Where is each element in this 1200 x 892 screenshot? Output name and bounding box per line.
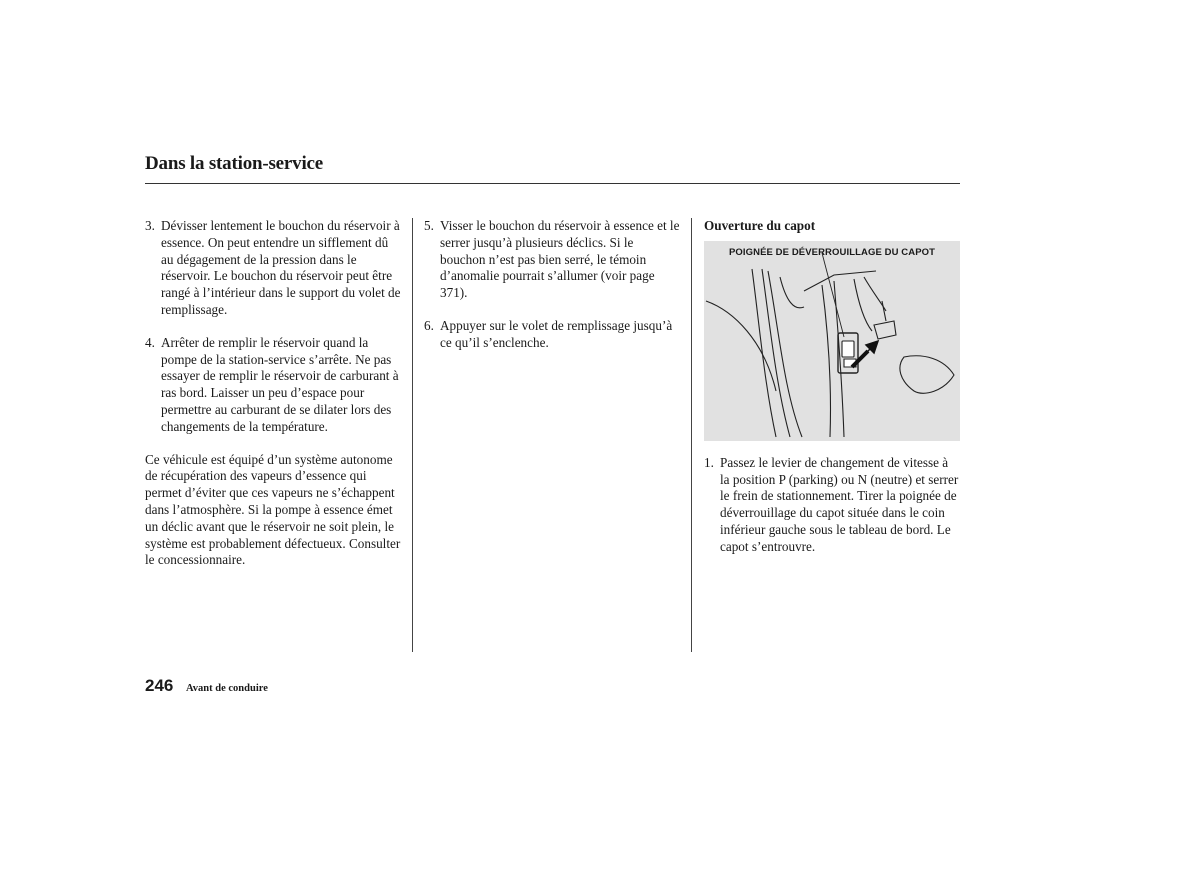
evap-system-note: Ce véhicule est équipé d’un système autonome de récupération des vapeurs d’essence qui permet d’éviter que ces vapeurs ne s’échappent dans l’atmosphère. Si la pompe à essence émet un déclic avant que le réservoir ne soit plein, le système est probablement défectueux. Consulter le concessionnaire. [145,451,401,568]
step-5 [424,218,682,302]
column-divider [412,218,413,652]
step-text: Appuyer sur le volet de remplissage jusqu’à ce qu’il s’enclenche. [440,317,673,350]
title-rule [145,183,960,184]
step-text: Dévisser lentement le bouchon du réservoir à essence. On peut entendre un sifflement dû au dégagement de la pression dans le réservoir. Le bouchon du réservoir peut être rangé à l’intérieur dans le support du volet de remplissage. [161,218,401,317]
step-3 [145,218,403,319]
step-text: Arrêter de remplir le réservoir quand la pompe de la station-service s’arrête. Ne pas essayer de remplir le réservoir de carburant à ras bord. Laisser un peu d’espace pour permettre au carburant de se dilater lors des changements de la température. [161,334,399,434]
hood-step-1 [704,455,960,556]
column-divider [691,218,692,652]
step-number: 3. [145,218,155,233]
hood-release-figure [704,241,960,441]
section-name: Avant de conduire [186,683,268,694]
step-6 [424,318,682,352]
page-number: 246 [145,676,174,695]
column-2 [424,218,682,368]
step-text: Passez le levier de changement de vitesse à la position P (parking) ou N (neutre) et serrer le frein de stationnement. Tirer la poignée de déverrouillage du capot située dans le coin inférieur gauche sous le tableau de bord. Le capot s’entrouvre. [720,454,959,554]
page-title: Dans la station-service [145,153,323,174]
column-3 [704,218,960,572]
step-number: 4. [145,334,155,350]
hood-release-illustration [704,241,960,441]
step-number: 6. [424,317,434,333]
step-number: 1. [704,454,714,470]
figure-callout-label: POIGNÉE DE DÉVERROUILLAGE DU CAPOT [728,246,936,258]
step-4 [145,335,403,436]
section-heading: Ouverture du capot [704,218,816,233]
step-number: 5. [424,218,434,233]
step-text: Visser le bouchon du réservoir à essence et le serrer jusqu’à plusieurs déclics. Si le bouchon n’est pas bien serré, le témoin d’anomalie pourrait s’allumer (voir page 371). [440,218,680,301]
column-1 [145,218,403,569]
